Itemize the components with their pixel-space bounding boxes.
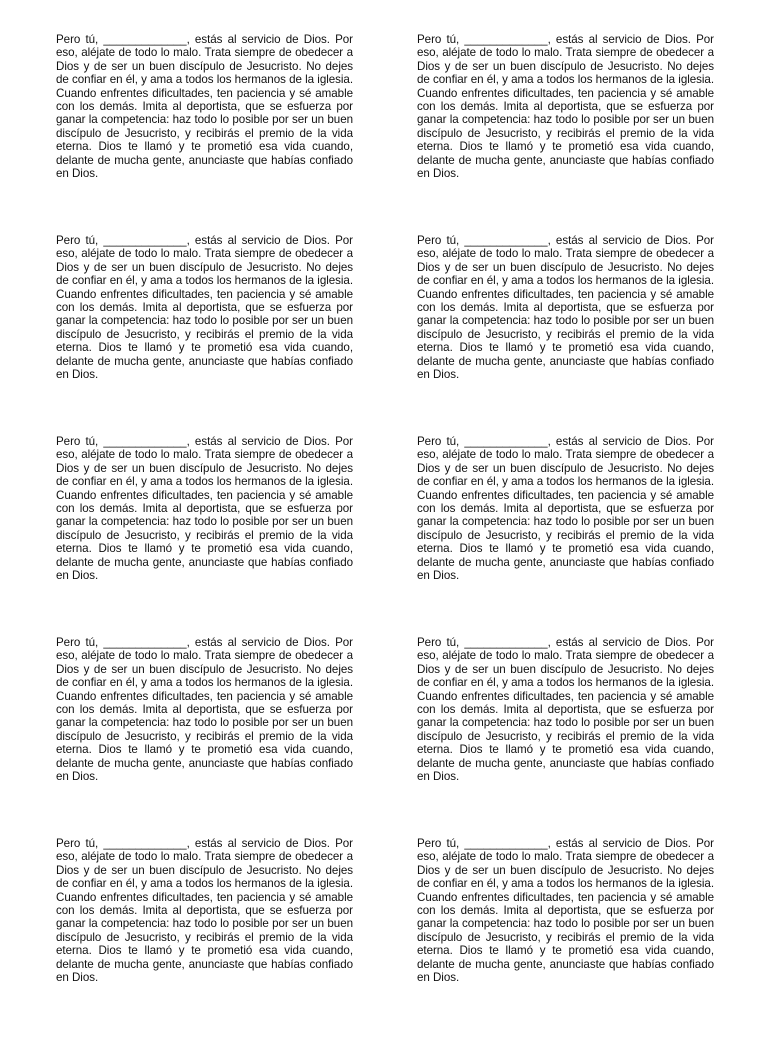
passage-card-5 [56, 435, 353, 636]
passage-text: Pero tú, _____________, estás al servicio de Dios. Por eso, aléjate de todo lo malo. Trata siempre de obedecer a Dios y de ser un buen discípulo de Jesucristo. No dejes de confiar en él, y ama a todos los hermanos de la iglesia. Cuando enfrentes dificultades, ten paciencia y sé amable con los demás. Imita al deportista, que se esfuerza por ganar la competencia: haz todo lo posible por ser un buen discípulo de Jesucristo, y recibirás el premio de la vida eterna. Dios te llamó y te prometió esa vida cuando, delante de mucha gente, anunciaste que habías confiado en Dios. [56, 33, 353, 181]
passage-card-8 [417, 636, 714, 837]
passage-card-6 [417, 435, 714, 636]
passage-card-9 [56, 837, 353, 1038]
passage-text: Pero tú, _____________, estás al servicio de Dios. Por eso, aléjate de todo lo malo. Trata siempre de obedecer a Dios y de ser un buen discípulo de Jesucristo. No dejes de confiar en él, y ama a todos los hermanos de la iglesia. Cuando enfrentes dificultades, ten paciencia y sé amable con los demás. Imita al deportista, que se esfuerza por ganar la competencia: haz todo lo posible por ser un buen discípulo de Jesucristo, y recibirás el premio de la vida eterna. Dios te llamó y te prometió esa vida cuando, delante de mucha gente, anunciaste que habías confiado en Dios. [417, 234, 714, 382]
passage-card-3 [56, 234, 353, 435]
passage-text: Pero tú, _____________, estás al servicio de Dios. Por eso, aléjate de todo lo malo. Trata siempre de obedecer a Dios y de ser un buen discípulo de Jesucristo. No dejes de confiar en él, y ama a todos los hermanos de la iglesia. Cuando enfrentes dificultades, ten paciencia y sé amable con los demás. Imita al deportista, que se esfuerza por ganar la competencia: haz todo lo posible por ser un buen discípulo de Jesucristo, y recibirás el premio de la vida eterna. Dios te llamó y te prometió esa vida cuando, delante de mucha gente, anunciaste que habías confiado en Dios. [56, 435, 353, 583]
passage-text: Pero tú, _____________, estás al servicio de Dios. Por eso, aléjate de todo lo malo. Trata siempre de obedecer a Dios y de ser un buen discípulo de Jesucristo. No dejes de confiar en él, y ama a todos los hermanos de la iglesia. Cuando enfrentes dificultades, ten paciencia y sé amable con los demás. Imita al deportista, que se esfuerza por ganar la competencia: haz todo lo posible por ser un buen discípulo de Jesucristo, y recibirás el premio de la vida eterna. Dios te llamó y te prometió esa vida cuando, delante de mucha gente, anunciaste que habías confiado en Dios. [56, 636, 353, 784]
passage-text: Pero tú, _____________, estás al servicio de Dios. Por eso, aléjate de todo lo malo. Trata siempre de obedecer a Dios y de ser un buen discípulo de Jesucristo. No dejes de confiar en él, y ama a todos los hermanos de la iglesia. Cuando enfrentes dificultades, ten paciencia y sé amable con los demás. Imita al deportista, que se esfuerza por ganar la competencia: haz todo lo posible por ser un buen discípulo de Jesucristo, y recibirás el premio de la vida eterna. Dios te llamó y te prometió esa vida cuando, delante de mucha gente, anunciaste que habías confiado en Dios. [417, 435, 714, 583]
passage-card-4 [417, 234, 714, 435]
passage-card-1 [56, 33, 353, 234]
passage-card-2 [417, 33, 714, 234]
passage-card-7 [56, 636, 353, 837]
passage-card-10 [417, 837, 714, 1038]
passage-text: Pero tú, _____________, estás al servicio de Dios. Por eso, aléjate de todo lo malo. Trata siempre de obedecer a Dios y de ser un buen discípulo de Jesucristo. No dejes de confiar en él, y ama a todos los hermanos de la iglesia. Cuando enfrentes dificultades, ten paciencia y sé amable con los demás. Imita al deportista, que se esfuerza por ganar la competencia: haz todo lo posible por ser un buen discípulo de Jesucristo, y recibirás el premio de la vida eterna. Dios te llamó y te prometió esa vida cuando, delante de mucha gente, anunciaste que habías confiado en Dios. [417, 33, 714, 181]
passage-text: Pero tú, _____________, estás al servicio de Dios. Por eso, aléjate de todo lo malo. Trata siempre de obedecer a Dios y de ser un buen discípulo de Jesucristo. No dejes de confiar en él, y ama a todos los hermanos de la iglesia. Cuando enfrentes dificultades, ten paciencia y sé amable con los demás. Imita al deportista, que se esfuerza por ganar la competencia: haz todo lo posible por ser un buen discípulo de Jesucristo, y recibirás el premio de la vida eterna. Dios te llamó y te prometió esa vida cuando, delante de mucha gente, anunciaste que habías confiado en Dios. [417, 837, 714, 985]
passage-text: Pero tú, _____________, estás al servicio de Dios. Por eso, aléjate de todo lo malo. Trata siempre de obedecer a Dios y de ser un buen discípulo de Jesucristo. No dejes de confiar en él, y ama a todos los hermanos de la iglesia. Cuando enfrentes dificultades, ten paciencia y sé amable con los demás. Imita al deportista, que se esfuerza por ganar la competencia: haz todo lo posible por ser un buen discípulo de Jesucristo, y recibirás el premio de la vida eterna. Dios te llamó y te prometió esa vida cuando, delante de mucha gente, anunciaste que habías confiado en Dios. [417, 636, 714, 784]
passage-text: Pero tú, _____________, estás al servicio de Dios. Por eso, aléjate de todo lo malo. Trata siempre de obedecer a Dios y de ser un buen discípulo de Jesucristo. No dejes de confiar en él, y ama a todos los hermanos de la iglesia. Cuando enfrentes dificultades, ten paciencia y sé amable con los demás. Imita al deportista, que se esfuerza por ganar la competencia: haz todo lo posible por ser un buen discípulo de Jesucristo, y recibirás el premio de la vida eterna. Dios te llamó y te prometió esa vida cuando, delante de mucha gente, anunciaste que habías confiado en Dios. [56, 234, 353, 382]
passage-text: Pero tú, _____________, estás al servicio de Dios. Por eso, aléjate de todo lo malo. Trata siempre de obedecer a Dios y de ser un buen discípulo de Jesucristo. No dejes de confiar en él, y ama a todos los hermanos de la iglesia. Cuando enfrentes dificultades, ten paciencia y sé amable con los demás. Imita al deportista, que se esfuerza por ganar la competencia: haz todo lo posible por ser un buen discípulo de Jesucristo, y recibirás el premio de la vida eterna. Dios te llamó y te prometió esa vida cuando, delante de mucha gente, anunciaste que habías confiado en Dios. [56, 837, 353, 985]
